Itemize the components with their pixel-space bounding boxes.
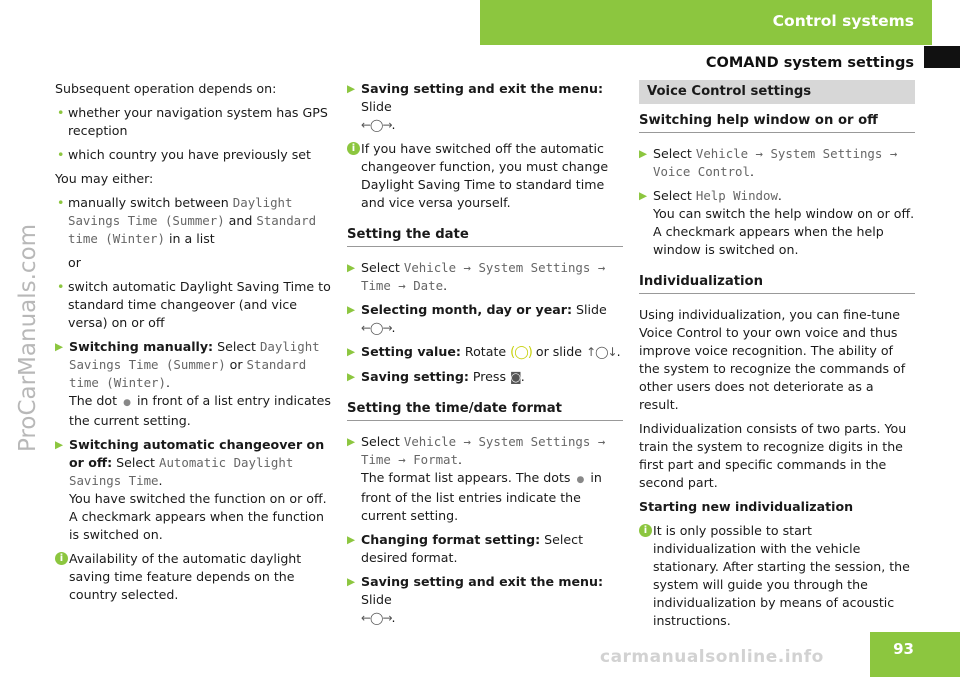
step-changing-format: ▶ Changing format setting: Select desired format.	[347, 532, 584, 565]
step-select-month-day-year: ▶ Selecting month, day or year: Slide ←◯→.	[347, 302, 607, 335]
section-heading-help-window: Switching help window on or off	[639, 112, 915, 133]
paragraph: Individualization consists of two parts. You train the system to recognize digits in the first part and specific commands in the second part.	[639, 421, 907, 490]
step-arrow-icon: ▶	[347, 436, 356, 448]
step-arrow-icon: ▶	[55, 439, 64, 451]
step-arrow-icon: ▶	[639, 148, 648, 160]
section-heading-date: Setting the date	[347, 226, 623, 247]
step-automatic-changeover: ▶ Switching automatic changeover on or off: Select Automatic Daylight Savings Time. You have switched the function on or off. A checkmark appears when the function is switched on.	[55, 437, 327, 542]
step-arrow-icon: ▶	[347, 371, 356, 383]
intro-text: Subsequent operation depends on:	[55, 81, 277, 96]
info-icon: i	[639, 524, 652, 537]
info-icon: i	[347, 142, 360, 155]
section-heading-individualization: Individualization	[639, 273, 915, 294]
list-item: • which country you have previously set	[55, 146, 331, 164]
step-arrow-icon: ▶	[55, 341, 64, 353]
column-2	[347, 80, 623, 633]
step-setting-value: ▶ Setting value: Rotate (◯) or slide ↑◯↓.	[347, 344, 621, 360]
or-text: or	[68, 255, 81, 270]
list-item: • switch automatic Daylight Saving Time to standard time changeover (and vice versa) on or off	[55, 278, 331, 332]
step-arrow-icon: ▶	[347, 262, 356, 274]
step-switching-manually: ▶ Switching manually: Select Daylight Savings Time (Summer) or Standard time (Winter). The dot ● in front of a list entry indicates the current setting.	[55, 339, 331, 428]
slide-left-right-icon: ←◯→	[361, 611, 392, 625]
step-select-voice-control: ▶ Select Vehicle → System Settings → Voice Control.	[639, 146, 898, 179]
step-saving-setting: ▶ Saving setting: Press ◙.	[347, 369, 525, 384]
header-subtitle: COMAND system settings	[705, 55, 914, 71]
step-select-help-window: ▶ Select Help Window. You can switch the help window on or off. A checkmark appears when the help window is switched on.	[639, 188, 915, 257]
step-select-date: ▶ Select Vehicle → System Settings → Time → Date.	[347, 260, 606, 293]
slide-left-right-icon: ←◯→	[361, 118, 392, 132]
page-number: 93	[893, 640, 914, 658]
subheading-starting: Starting new individualization	[639, 499, 854, 514]
paragraph: Using individualization, you can fine-tune Voice Control to your own voice and thus improve voice recognition. The ability of the system to recognize the commands of other users does not deteriorate as a result.	[639, 307, 906, 412]
section-header-voice-control: Voice Control settings	[639, 80, 915, 104]
footer-watermark: carmanualsonline.info	[600, 647, 824, 667]
slide-up-down-icon: ↑◯↓	[586, 345, 617, 359]
step-arrow-icon: ▶	[347, 346, 356, 358]
column-1	[55, 80, 331, 610]
menu-code: Standard time (Winter)	[68, 213, 317, 246]
step-arrow-icon: ▶	[639, 190, 648, 202]
page-number-box	[870, 632, 960, 677]
slide-left-right-icon: ←◯→	[361, 321, 392, 335]
dot-icon: ●	[123, 398, 131, 408]
step-save-exit: ▶ Saving setting and exit the menu: Slide ←◯→.	[347, 81, 604, 132]
menu-code: Daylight Savings Time (Summer)	[68, 195, 293, 228]
press-icon: ◙	[510, 370, 521, 384]
step-arrow-icon: ▶	[347, 534, 356, 546]
may-either-text: You may either:	[55, 171, 154, 186]
info-note: i It is only possible to start individualization with the vehicle stationary. After starting the session, the system will guide you through the individualization by means of acoustic instructions.	[639, 522, 915, 630]
info-note: i If you have switched off the automatic changeover function, you must change Daylight Saving Time to standard time and vice versa yourself.	[347, 140, 623, 212]
step-arrow-icon: ▶	[347, 83, 356, 95]
step-arrow-icon: ▶	[347, 304, 356, 316]
dot-icon: ●	[576, 475, 585, 485]
rotate-icon: (◯)	[510, 345, 532, 360]
header-title: Control systems	[772, 12, 914, 30]
side-watermark: ProCarManuals.com	[15, 223, 41, 453]
step-arrow-icon: ▶	[347, 576, 356, 588]
step-save-exit-format: ▶ Saving setting and exit the menu: Slide ←◯→.	[347, 574, 604, 625]
info-icon: i	[55, 552, 68, 565]
header-tab-marker	[924, 46, 960, 68]
column-3	[639, 80, 915, 636]
section-heading-format: Setting the time/date format	[347, 400, 623, 421]
info-note: i Availability of the automatic daylight saving time feature depends on the country selected.	[55, 550, 331, 604]
step-select-format: ▶ Select Vehicle → System Settings → Time → Format. The format list appears. The dots ● in front of the list entries indicate the current setting.	[347, 434, 606, 523]
list-item: • manually switch between Daylight Savings Time (Summer) and Standard time (Winter) in a list	[55, 194, 331, 248]
list-item: • whether your navigation system has GPS reception	[55, 104, 331, 140]
